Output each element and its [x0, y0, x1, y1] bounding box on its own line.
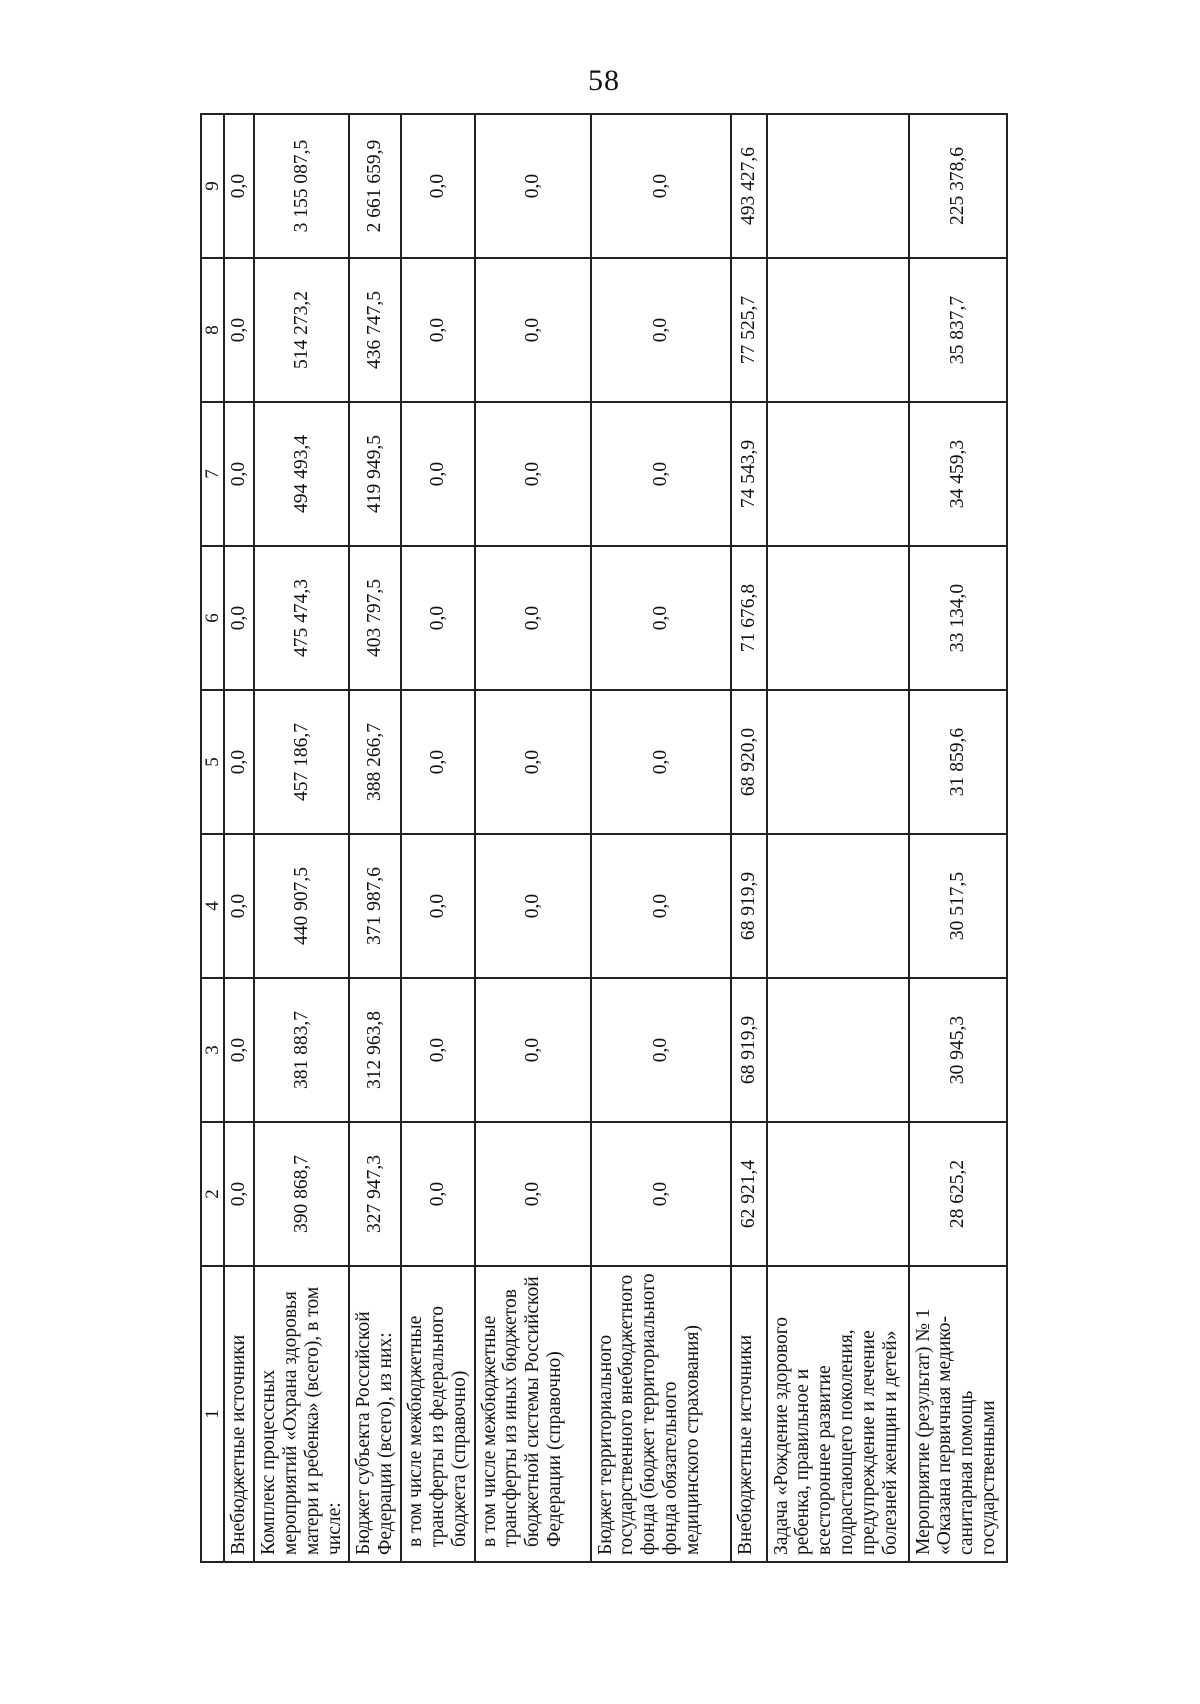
- table-cell: 0,0: [224, 1122, 254, 1266]
- row-label: Внебюджетные источники: [731, 1266, 767, 1562]
- table-cell: 71 676,8: [731, 546, 767, 690]
- row-label: в том числе межбюджетные трансферты из федерального бюджета (справочно): [401, 1266, 474, 1562]
- header-cell: 5: [201, 690, 224, 834]
- table-row: [254, 114, 349, 1562]
- table-wrapper: [200, 113, 1200, 1563]
- row-label: Внебюджетные источники: [224, 1266, 254, 1562]
- table-cell: 3 155 087,5: [254, 114, 349, 258]
- table-cell: 0,0: [591, 402, 731, 546]
- table-cell: 0,0: [475, 834, 591, 978]
- table-cell: 0,0: [591, 114, 731, 258]
- table-cell: 0,0: [224, 258, 254, 402]
- table-cell: 0,0: [591, 258, 731, 402]
- table-cell: 225 378,6: [909, 114, 1007, 258]
- row-label: Бюджет территориального государственного внебюджетного фонда (бюджет территориального фонда обязательного медицинского страхования): [591, 1266, 731, 1562]
- table-cell: 457 186,7: [254, 690, 349, 834]
- table-cell: 30 517,5: [909, 834, 1007, 978]
- table-cell: 34 459,3: [909, 402, 1007, 546]
- table-cell: 0,0: [224, 690, 254, 834]
- table-cell: 33 134,0: [909, 546, 1007, 690]
- table-cell: 0,0: [224, 402, 254, 546]
- table-cell: 0,0: [401, 690, 474, 834]
- row-label: Задача «Рождение здорового ребенка, правильное и всестороннее развитие подрастающего поколения, предупреждение и лечение болезней женщин и детей»: [767, 1266, 909, 1562]
- table-row: [591, 114, 731, 1562]
- table-cell: 0,0: [475, 114, 591, 258]
- header-cell: 4: [201, 834, 224, 978]
- table-cell: 0,0: [475, 1122, 591, 1266]
- table-cell: 0,0: [224, 546, 254, 690]
- table-cell: 312 963,8: [349, 978, 401, 1122]
- table-cell: 68 920,0: [731, 690, 767, 834]
- row-label: Комплекс процессных мероприятий «Охрана здоровья матери и ребенка» (всего), в том числе:: [254, 1266, 349, 1562]
- table-cell: 0,0: [224, 978, 254, 1122]
- table-cell: 0,0: [401, 978, 474, 1122]
- table-cell: 0,0: [475, 258, 591, 402]
- table-cell: 403 797,5: [349, 546, 401, 690]
- table-cell: [767, 1122, 909, 1266]
- header-cell: 2: [201, 1122, 224, 1266]
- table-cell: 28 625,2: [909, 1122, 1007, 1266]
- budget-table: [200, 113, 1008, 1563]
- table-cell: 0,0: [401, 1122, 474, 1266]
- table-cell: 0,0: [591, 546, 731, 690]
- table-cell: 0,0: [401, 258, 474, 402]
- table-cell: 440 907,5: [254, 834, 349, 978]
- table-cell: 0,0: [475, 978, 591, 1122]
- table-row: [224, 114, 254, 1562]
- table-cell: 0,0: [591, 690, 731, 834]
- table-cell: 0,0: [475, 402, 591, 546]
- table-cell: 68 919,9: [731, 978, 767, 1122]
- header-cell: 6: [201, 546, 224, 690]
- header-cell: 3: [201, 978, 224, 1122]
- table-cell: 62 921,4: [731, 1122, 767, 1266]
- table-cell: 388 266,7: [349, 690, 401, 834]
- table-cell: 381 883,7: [254, 978, 349, 1122]
- table-row: [349, 114, 401, 1562]
- table-row: [767, 114, 909, 1562]
- table-cell: 493 427,6: [731, 114, 767, 258]
- table-cell: [767, 258, 909, 402]
- table-cell: 0,0: [591, 1122, 731, 1266]
- table-cell: [767, 546, 909, 690]
- row-label: Мероприятие (результат) № 1 «Оказана первичная медико-санитарная помощь государственными: [909, 1266, 1007, 1562]
- rotated-table-frame: [200, 113, 1100, 1563]
- table-cell: 35 837,7: [909, 258, 1007, 402]
- table-cell: [767, 690, 909, 834]
- header-cell: 8: [201, 258, 224, 402]
- table-cell: 2 661 659,9: [349, 114, 401, 258]
- table-cell: 390 868,7: [254, 1122, 349, 1266]
- table-cell: 0,0: [224, 114, 254, 258]
- table-cell: 31 859,6: [909, 690, 1007, 834]
- table-row: [731, 114, 767, 1562]
- table-cell: 0,0: [591, 834, 731, 978]
- table-cell: 371 987,6: [349, 834, 401, 978]
- table-cell: 0,0: [401, 546, 474, 690]
- table-cell: 0,0: [401, 834, 474, 978]
- table-cell: 0,0: [475, 690, 591, 834]
- table-cell: 514 273,2: [254, 258, 349, 402]
- table-cell: 77 525,7: [731, 258, 767, 402]
- header-cell: 1: [201, 1266, 224, 1562]
- table-cell: [767, 402, 909, 546]
- row-label: в том числе межбюджетные трансферты из иных бюджетов бюджетной системы Российской Федерации (справочно): [475, 1266, 591, 1562]
- table-cell: 494 493,4: [254, 402, 349, 546]
- table-cell: 74 543,9: [731, 402, 767, 546]
- table-cell: 436 747,5: [349, 258, 401, 402]
- table-cell: 475 474,3: [254, 546, 349, 690]
- page-number: 58: [588, 64, 620, 97]
- table-cell: 327 947,3: [349, 1122, 401, 1266]
- row-label: Бюджет субъекта Российской Федерации (всего), из них:: [349, 1266, 401, 1562]
- table-row: [475, 114, 591, 1562]
- table-cell: 0,0: [401, 402, 474, 546]
- table-cell: 30 945,3: [909, 978, 1007, 1122]
- table-row: [401, 114, 474, 1562]
- table-cell: [767, 834, 909, 978]
- table-cell: 0,0: [475, 546, 591, 690]
- table-cell: 419 949,5: [349, 402, 401, 546]
- header-cell: 7: [201, 402, 224, 546]
- table-cell: 0,0: [591, 978, 731, 1122]
- table-cell: 0,0: [224, 834, 254, 978]
- table-cell: 68 919,9: [731, 834, 767, 978]
- table-row: [909, 114, 1007, 1562]
- table-cell: [767, 978, 909, 1122]
- table-cell: [767, 114, 909, 258]
- header-cell: 9: [201, 114, 224, 258]
- header-row: [201, 114, 224, 1562]
- table-cell: 0,0: [401, 114, 474, 258]
